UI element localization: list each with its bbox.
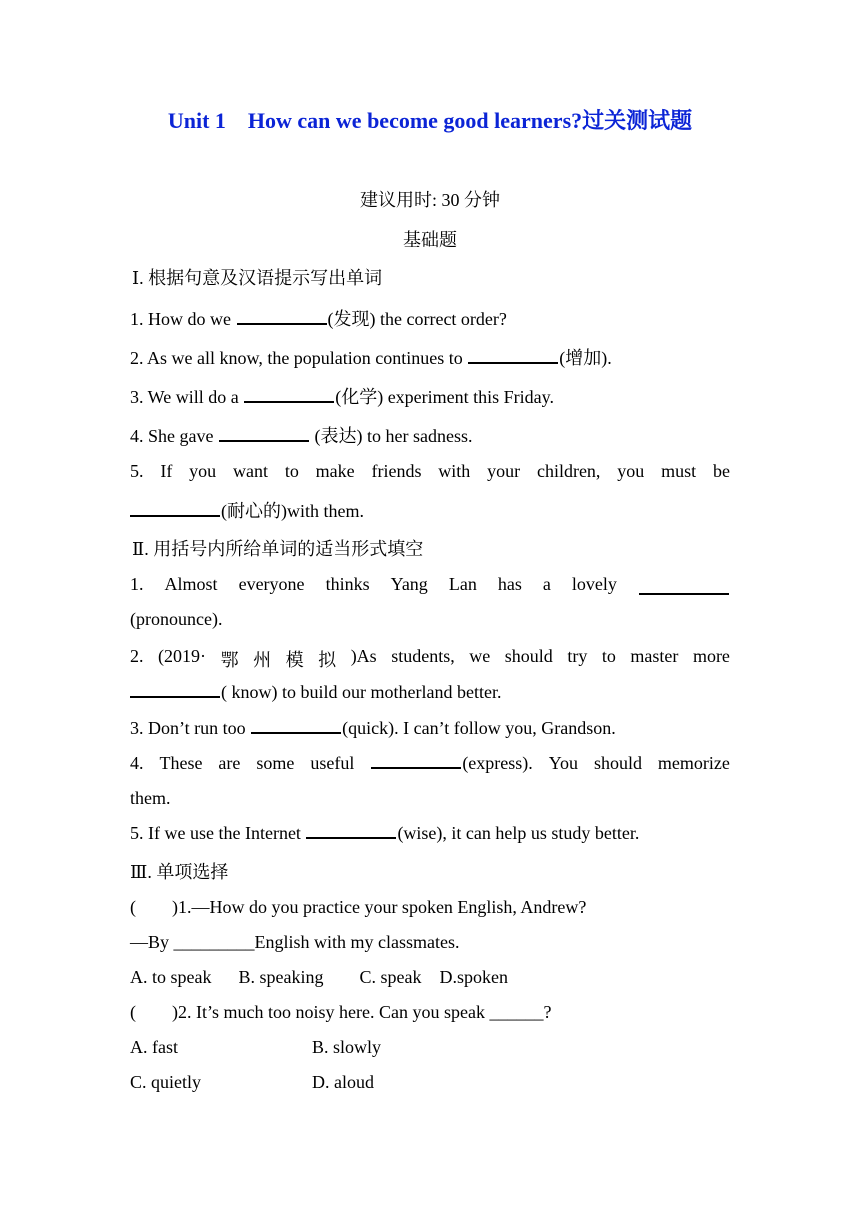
word: friends [371,461,422,481]
word: should [593,753,642,773]
answer-blank[interactable] [219,439,309,442]
word: must [661,461,697,481]
word: 2. [130,646,144,666]
word: everyone [238,574,305,594]
s3-q2-options-row2 [130,1072,730,1093]
s2-q2-line2 [130,682,730,703]
word: thinks [325,574,370,594]
s1-q3-text-b: (化学) experiment this Friday. [335,387,554,407]
word: with [438,461,471,481]
option-b: B. slowly [312,1037,382,1057]
s1-q3 [130,383,730,409]
word: Almost [164,574,218,594]
answer-blank[interactable] [130,514,220,517]
answer-blank[interactable] [237,322,327,325]
s2-q3 [130,718,730,739]
section1-heading: Ⅰ. 根据句意及汉语提示写出单词 [132,268,383,288]
s2-q3-text-b: (quick). I can’t follow you, Grandson. [342,718,616,738]
word: useful [310,753,355,773]
s2-q3-text-a: 3. Don’t run too [130,718,246,738]
s2-q1-line1 [130,574,730,595]
answer-blank[interactable] [130,695,220,698]
s1-q1-text-a: 1. How do we [130,309,231,329]
word: 拟 [318,650,337,670]
s3-q1-options: A. to speak B. speaking C. speak D.spoken [130,967,508,987]
word: a [542,574,551,594]
s1-q1 [130,305,730,331]
word: (2019· [158,646,207,666]
word: more [692,646,730,666]
s1-q1-text-b: (发现) the correct order? [327,309,507,329]
s1-q4-text-b: (表达) to her sadness. [314,426,473,446]
answer-blank[interactable] [468,361,558,364]
s3-q2-stem: ( )2. It’s much too noisy here. Can you speak ______? [130,1002,552,1022]
page-title: Unit 1 How can we become good learners?过关测试题 [167,108,693,133]
word: These [159,753,203,773]
s2-q5-text-b: (wise), it can help us study better. [397,823,640,843]
answer-blank[interactable] [244,400,334,403]
word: to [601,646,616,666]
s2-q5-text-a: 5. If we use the Internet [130,823,301,843]
option-d: D. aloud [312,1072,374,1092]
word: should [504,646,553,666]
section2-heading: Ⅱ. 用括号内所给单词的适当形式填空 [132,539,424,559]
s1-q4-text-a: 4. She gave [130,426,214,446]
word: children, [536,461,601,481]
blank-with-word [370,753,532,774]
word: 4. [130,753,144,773]
section3-heading: Ⅲ. 单项选择 [130,862,229,882]
word: your [487,461,521,481]
word: 模 [285,650,304,670]
word: be [712,461,730,481]
word: master [630,646,679,666]
word: we [469,646,491,666]
word: to [284,461,299,481]
word: )As [350,646,377,666]
s1-q5-text-b: (耐心的)with them. [221,501,364,521]
word: memorize [657,753,730,773]
word: You [548,753,578,773]
s2-q1-line2: (pronounce). [130,609,223,629]
word: has [497,574,522,594]
word: lovely [571,574,617,594]
s2-q2-line1 [130,646,730,672]
answer-blank[interactable] [251,731,341,734]
s1-q5-line2 [130,497,730,523]
s1-q4 [130,422,730,448]
option-c: C. quietly [130,1072,201,1092]
word: you [617,461,645,481]
word: 5. [130,461,144,481]
word: want [232,461,268,481]
s2-q5 [130,823,730,844]
s1-q5-line1 [130,461,730,482]
s1-q2-text-b: (增加). [559,348,612,368]
s3-q1-reply: —By _________English with my classmates. [130,932,460,952]
s2-q4-line2: them. [130,788,171,808]
word: (express). [462,753,533,773]
word: 鄂 [220,650,239,670]
word: you [189,461,217,481]
word: try [567,646,588,666]
s2-q4-line1 [130,753,730,774]
answer-blank[interactable] [306,836,396,839]
time-suggestion: 建议用时: 30 分钟 [359,190,500,210]
word: are [218,753,241,773]
s2-q2-text-b: ( know) to build our motherland better. [221,682,502,702]
word: some [256,753,295,773]
word: students, [391,646,455,666]
word: Lan [448,574,477,594]
word: If [160,461,173,481]
s3-q1-stem: ( )1.—How do you practice your spoken English, Andrew? [130,897,587,917]
word: 州 [253,650,272,670]
basic-label: 基础题 [403,230,457,250]
option-a: A. fast [130,1037,178,1057]
word: 1. [130,574,144,594]
answer-blank[interactable] [371,766,461,769]
answer-blank[interactable] [639,592,729,595]
s1-q2 [130,344,730,370]
word: make [315,461,355,481]
word: Yang [390,574,428,594]
s3-q2-options-row1 [130,1037,730,1058]
s1-q3-text-a: 3. We will do a [130,387,239,407]
s1-q2-text-a: 2. As we all know, the population continues to [130,348,463,368]
